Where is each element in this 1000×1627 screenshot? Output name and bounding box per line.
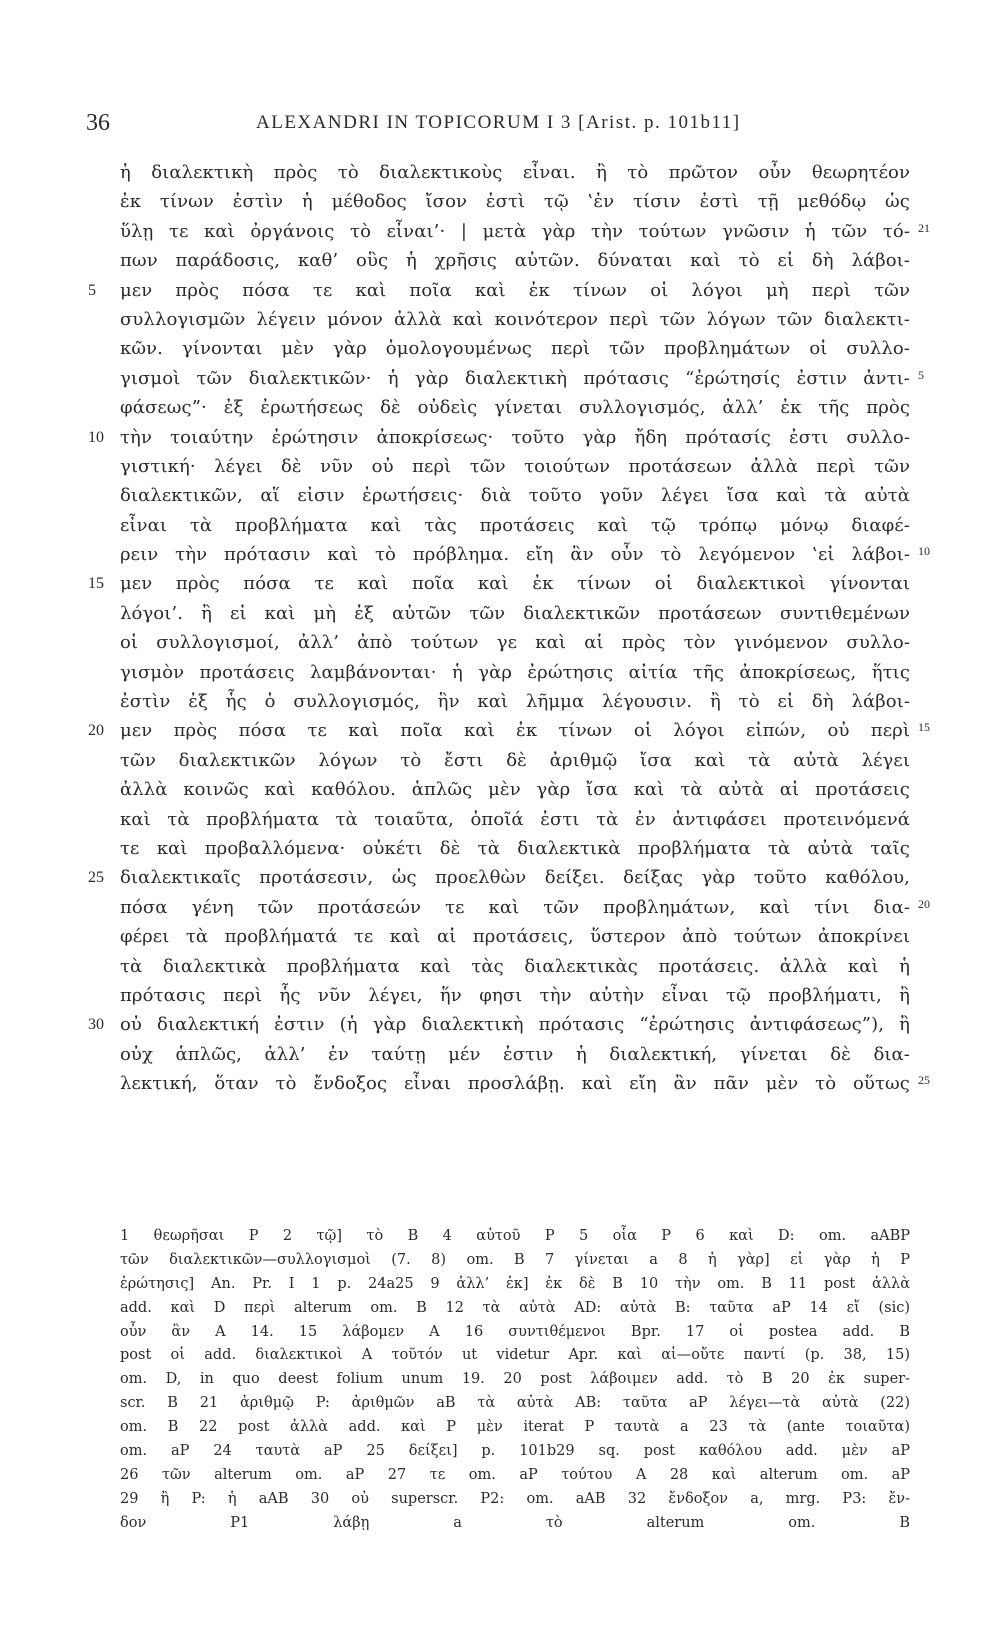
running-title: ALEXANDRI IN TOPICORUM I 3 [Arist. p. 101b11] <box>256 112 741 133</box>
line-text: εἶναι τὰ προβλήματα καὶ τὰς προτάσεις καὶ τῷ τρόπῳ μόνῳ διαφέ- <box>120 514 910 536</box>
line-text: μεν πρὸς πόσα τε καὶ ποῖα καὶ ἐκ τίνων οἱ λόγοι εἰπών, οὐ περὶ <box>120 720 910 742</box>
text-line <box>0 364 1000 393</box>
text-line <box>0 540 1000 569</box>
footnote-text: 1 θεωρῆσαι P 2 τῷ] τὸ B 4 αὐτοῦ P 5 οἷα P 6 καὶ D: om. aABP <box>120 1228 910 1244</box>
footnote-text: 29 ἢ P: ἡ aAB 30 οὐ superscr. P2: om. aAB 32 ἔνδοξον a, mrg. P3: ἔν- <box>120 1490 910 1507</box>
line-text: ρειν τὴν πρότασιν καὶ τὸ πρόβλημα. εἴη ἂν οὖν τὸ λεγόμενον ‛εἰ λάβοι- <box>120 544 910 566</box>
text-line <box>0 805 1000 834</box>
text-line <box>0 599 1000 628</box>
footnote-text: ἐρώτησις] An. Pr. I 1 p. 24a25 9 ἀλλ’ ἐκ] ἐκ δὲ B 10 τὴν om. B 11 post ἀλλὰ <box>120 1275 910 1292</box>
footnote-line <box>0 1488 1000 1512</box>
line-text: πόσα γένη τῶν προτάσεών τε καὶ τῶν προβλημάτων, καὶ τίνι δια- <box>120 896 910 918</box>
line-number: 25 <box>88 869 104 887</box>
footnote-line <box>0 1392 1000 1416</box>
footnote-line <box>0 1512 1000 1536</box>
margin-reference: 5 <box>918 367 924 382</box>
margin-reference: 10 <box>918 544 930 559</box>
text-line <box>0 393 1000 422</box>
line-text: φέρει τὰ προβλήματά τε καὶ αἱ προτάσεις, ὕστερον ἀπὸ τούτων ἀποκρίνει <box>120 926 910 948</box>
footnote-text: om. B 22 post ἀλλὰ add. καὶ P μὲν iterat P ταυτὰ a 23 τὰ (ante τοιαῦτα) <box>120 1419 910 1436</box>
line-number: 5 <box>88 281 96 299</box>
footnote-line <box>0 1273 1000 1297</box>
footnote-text: δον P1 λάβῃ a τὸ alterum om. B <box>120 1514 910 1531</box>
line-number: 20 <box>88 722 104 740</box>
margin-reference: 15 <box>918 720 930 735</box>
text-line <box>0 334 1000 363</box>
line-text: λόγοι’. ἢ εἰ καὶ μὴ ἐξ αὐτῶν τῶν διαλεκτικῶν προτάσεων συντιθεμένων <box>120 602 910 624</box>
footnote-text: add. καὶ D περὶ alterum om. B 12 τὰ αὐτὰ AD: αὐτὰ B: ταῦτα aP 14 εἴ (sic) <box>120 1299 910 1316</box>
footnote-text: 26 τῶν alterum om. aP 27 τε om. aP τούτου A 28 καὶ alterum om. aP <box>120 1466 910 1483</box>
text-line <box>0 1069 1000 1098</box>
text-line <box>0 658 1000 687</box>
text-line <box>0 246 1000 275</box>
text-line <box>0 305 1000 334</box>
line-text: ὕλῃ τε καὶ ὀργάνοις τὸ εἶναι’· | μετὰ γὰρ τὴν τούτων γνῶσιν ἡ τῶν τό- <box>120 220 910 242</box>
line-text: τὰ διαλεκτικὰ προβλήματα καὶ τὰς διαλεκτικὰς προτάσεις. ἀλλὰ καὶ ἡ <box>120 955 910 977</box>
text-line <box>0 1040 1000 1069</box>
footnote-text: post οἱ add. διαλεκτικοὶ A τοῦτόν ut videtur Apr. καὶ αἱ—οὔτε παντί (p. 38, 15) <box>120 1347 910 1364</box>
line-text: οἱ συλλογισμοί, ἀλλ’ ἀπὸ τούτων γε καὶ αἱ πρὸς τὸν γινόμενον συλλο- <box>120 632 910 654</box>
text-line <box>0 834 1000 863</box>
line-number: 15 <box>88 575 104 593</box>
line-number: 10 <box>88 428 104 446</box>
line-number: 30 <box>88 1016 104 1034</box>
page-number: 36 <box>86 110 110 136</box>
line-text: ἐκ τίνων ἐστὶν ἡ μέθοδος ἴσον ἐστὶ τῷ ‛ἐν τίσιν ἐστὶ τῇ μεθόδῳ ὡς <box>120 191 910 213</box>
line-text: καὶ τὰ προβλήματα τὰ τοιαῦτα, ὁποῖά ἐστι τὰ ἐν ἀντιφάσει προτεινόμενά <box>120 808 910 830</box>
line-text: μεν πρὸς πόσα τε καὶ ποῖα καὶ ἐκ τίνων οἱ διαλεκτικοὶ γίνονται <box>120 573 910 595</box>
text-line <box>0 481 1000 510</box>
line-text: τε καὶ προβαλλόμενα· οὐκέτι δὲ τὰ διαλεκτικὰ προβλήματα τὰ αὐτὰ ταῖς <box>120 837 910 859</box>
text-line <box>0 452 1000 481</box>
line-text: μεν πρὸς πόσα τε καὶ ποῖα καὶ ἐκ τίνων οἱ λόγοι μὴ περὶ τῶν <box>120 279 910 301</box>
footnote-text: τῶν διαλεκτικῶν—συλλογισμοὶ (7. 8) om. B 7 γίνεται a 8 ἡ γὰρ] εἰ γὰρ ἡ P <box>120 1251 910 1268</box>
text-line <box>0 569 1000 598</box>
line-text: κῶν. γίνονται μὲν γὰρ ὁμολογουμένως περὶ τῶν προβλημάτων οἱ συλλο- <box>120 338 910 360</box>
footnote-line <box>0 1344 1000 1368</box>
footnote-text: scr. B 21 ἀριθμῷ P: ἀριθμῶν aB τὰ αὐτὰ AB: ταῦτα aP λέγει—τὰ αὐτὰ (22) <box>120 1395 910 1412</box>
main-text-block <box>0 158 1000 1099</box>
footnote-line <box>0 1440 1000 1464</box>
line-text: γισμὸν προτάσεις λαμβάνονται· ἡ γὰρ ἐρώτησις αἰτία τῆς ἀποκρίσεως, ἥτις <box>120 661 910 683</box>
margin-reference: 20 <box>918 896 930 911</box>
footnote-line <box>0 1464 1000 1488</box>
text-line <box>0 775 1000 804</box>
text-line <box>0 628 1000 657</box>
text-line <box>0 187 1000 216</box>
footnote-text: οὖν ἂν A 14. 15 λάβομεν A 16 συντιθέμενοι Bpr. 17 οἱ postea add. B <box>120 1323 910 1340</box>
text-line <box>0 893 1000 922</box>
footnote-line <box>0 1249 1000 1273</box>
footnote-line <box>0 1225 1000 1249</box>
text-line <box>0 746 1000 775</box>
footnote-line <box>0 1368 1000 1392</box>
line-text: διαλεκτικαῖς προτάσεσιν, ὡς προελθὼν δείξει. δείξας γὰρ τοῦτο καθόλου, <box>120 867 910 889</box>
page-header <box>86 110 910 140</box>
line-text: λεκτική, ὅταν τὸ ἔνδοξος εἶναι προσλάβῃ. καὶ εἴη ἂν πᾶν μὲν τὸ οὕτως <box>120 1073 910 1095</box>
line-text: τῶν διαλεκτικῶν λόγων τὸ ἔστι δὲ ἀριθμῷ ἴσα καὶ τὰ αὐτὰ λέγει <box>120 749 910 771</box>
footnote-text: om. aP 24 ταυτὰ aP 25 δείξει] p. 101b29 sq. post καθόλου add. μὲν aP <box>120 1443 910 1460</box>
footnote-text: om. D, in quo deest folium unum 19. 20 post λάβοιμεν add. τὸ B 20 ἐκ super- <box>120 1371 910 1388</box>
line-text: πρότασις περὶ ἧς νῦν λέγει, ἥν φησι τὴν αὐτὴν εἶναι τῷ προβλήματι, ἢ <box>120 984 910 1006</box>
text-line <box>0 276 1000 305</box>
footnote-line <box>0 1297 1000 1321</box>
text-line <box>0 1010 1000 1039</box>
text-line <box>0 511 1000 540</box>
line-text: συλλογισμῶν λέγειν μόνον ἀλλὰ καὶ κοινότερον περὶ τῶν λόγων τῶν διαλεκτι- <box>120 308 910 330</box>
margin-reference: 25 <box>918 1073 930 1088</box>
text-line <box>0 952 1000 981</box>
line-text: τὴν τοιαύτην ἐρώτησιν ἀποκρίσεως· τοῦτο γὰρ ἤδη πρότασίς ἐστι συλλο- <box>120 426 910 448</box>
line-text: γισμοὶ τῶν διαλεκτικῶν· ἡ γὰρ διαλεκτικὴ πρότασις “ἐρώτησίς ἐστιν ἀντι- <box>120 367 910 389</box>
critical-apparatus <box>0 1225 1000 1536</box>
line-text: ἀλλὰ κοινῶς καὶ καθόλου. ἁπλῶς μὲν γὰρ ἴσα καὶ τὰ αὐτὰ αἱ προτάσεις <box>120 779 910 801</box>
text-line <box>0 863 1000 892</box>
text-line <box>0 981 1000 1010</box>
line-text: ἐστὶν ἐξ ἧς ὁ συλλογισμός, ἣν καὶ λῆμμα λέγουσιν. ἢ τὸ εἰ δὴ λάβοι- <box>120 691 910 713</box>
line-text: διαλεκτικῶν, αἵ εἰσιν ἐρωτήσεις· διὰ τοῦτο γοῦν λέγει ἴσα καὶ τὰ αὐτὰ <box>120 485 910 507</box>
line-text: ἡ διαλεκτικὴ πρὸς τὸ διαλεκτικοὺς εἶναι. ἢ τὸ πρῶτον οὖν θεωρητέον <box>120 162 910 183</box>
text-line <box>0 423 1000 452</box>
text-line <box>0 158 1000 187</box>
line-text: φάσεως”· ἐξ ἐρωτήσεως δὲ οὐδεὶς γίνεται συλλογισμός, ἀλλ’ ἐκ τῆς πρὸς <box>120 397 910 419</box>
footnote-line <box>0 1321 1000 1345</box>
margin-reference: 21 <box>918 220 930 235</box>
text-line <box>0 716 1000 745</box>
line-text: οὐχ ἁπλῶς, ἀλλ’ ἐν ταύτῃ μέν ἐστιν ἡ διαλεκτική, γίνεται δὲ δια- <box>120 1043 910 1065</box>
line-text: γιστική· λέγει δὲ νῦν οὐ περὶ τῶν τοιούτων προτάσεων ἀλλὰ περὶ τῶν <box>120 455 910 477</box>
footnote-line <box>0 1416 1000 1440</box>
line-text: οὐ διαλεκτική ἐστιν (ἡ γὰρ διαλεκτικὴ πρότασις “ἐρώτησις ἀντιφάσεως”), ἢ <box>120 1014 910 1036</box>
text-line <box>0 922 1000 951</box>
line-text: πων παράδοσις, καθ’ οὓς ἡ χρῆσις αὐτῶν. δύναται καὶ τὸ εἰ δὴ λάβοι- <box>120 250 910 272</box>
text-line <box>0 687 1000 716</box>
text-line <box>0 217 1000 246</box>
